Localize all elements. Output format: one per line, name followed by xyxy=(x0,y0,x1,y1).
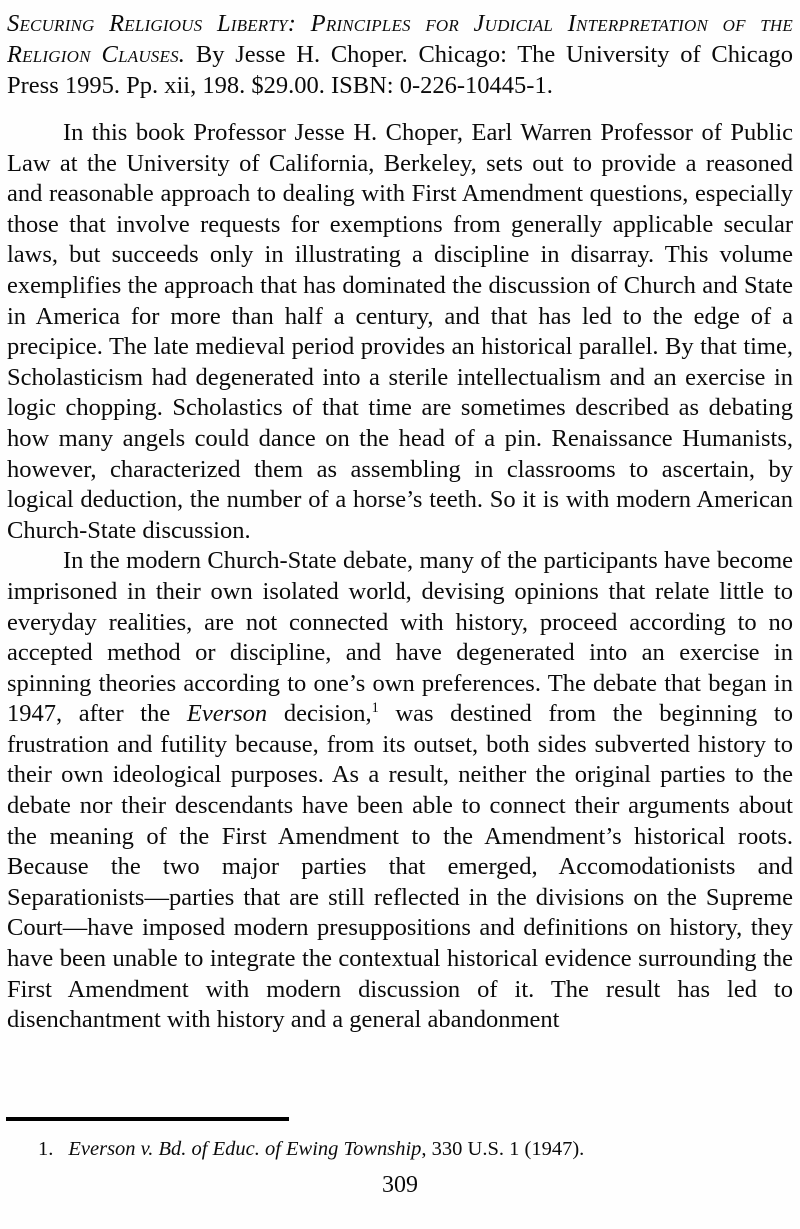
paragraph-2-text: was destined from the beginning to frustration and futility because, from its outset, both sides subverted history to their own ideological purposes. As a result, neither the original parties to the debate nor their descendants have been able to connect their arguments about the meaning of the First Amendment to the Amendment’s historical roots. Because the two major parties that emerged, Accomodationists and Separationists—parties that are still reflected in the divisions on the Supreme Court—have imposed modern presuppositions and definitions on history, they have been unable to integrate the contextual historical evidence surrounding the First Amendment with modern discussion of it. The result has led to disenchantment with history and a general abandonment xyxy=(7,700,793,1034)
footnote-number: 1. xyxy=(38,1138,54,1160)
footnote-1 xyxy=(7,1136,793,1162)
paragraph-2-text: In the modern Church-State debate, many of the participants have become imprisoned in their own isolated world, devising opinions that relate little to everyday realities, are not connected with history, proceed according to no accepted method or discipline, and have degenerated into an exercise in spinning theories according to one’s own preferences. The debate that began in 1947, after the xyxy=(7,547,793,728)
citation-details: By Jesse H. Choper. Chicago: The University of Chicago Press 1995. Pp. xii, 198. $29.00. ISBN: 0-226-10445-1. xyxy=(7,41,793,99)
footnote-citation-text: , 330 U.S. 1 (1947). xyxy=(421,1138,585,1160)
footnote-separator-rule xyxy=(6,1117,289,1121)
page-number: 309 xyxy=(382,1172,418,1198)
paragraph-2 xyxy=(7,546,793,1036)
paragraph-1: In this book Professor Jesse H. Choper, Earl Warren Professor of Public Law at the University of California, Berkeley, sets out to provide a reasoned and reasonable approach to dealing with First Amendment questions, especially those that involve requests for exemptions from generally applicable secular laws, but succeeds only in illustrating a discipline in disarray. This volume exemplifies the approach that has dominated the discussion of Church and State in America for more than half a century, and that has led to the edge of a precipice. The late medieval period provides an historical parallel. By that time, Scholasticism had degenerated into a sterile intellectualism and an exercise in logic chopping. Scholastics of that time are sometimes described as debating how many angels could dance on the head of a pin. Renaissance Humanists, however, characterized them as assembling in classrooms to ascertain, by logical deduction, the number of a horse’s teeth. So it is with modern American Church-State discussion. xyxy=(7,119,793,544)
book-title: Securing Religious Liberty: Principles for Judicial Interpretation of the Religion Clauses. xyxy=(7,10,793,68)
everson-case-name: Everson xyxy=(186,700,268,728)
footnote-reference-1: 1 xyxy=(371,700,379,717)
citation-heading xyxy=(7,8,793,101)
footnote-case-name: Everson v. Bd. of Educ. of Ewing Township xyxy=(68,1138,422,1160)
text-block xyxy=(7,8,793,1110)
paragraph-2-text: decision, xyxy=(267,700,372,728)
